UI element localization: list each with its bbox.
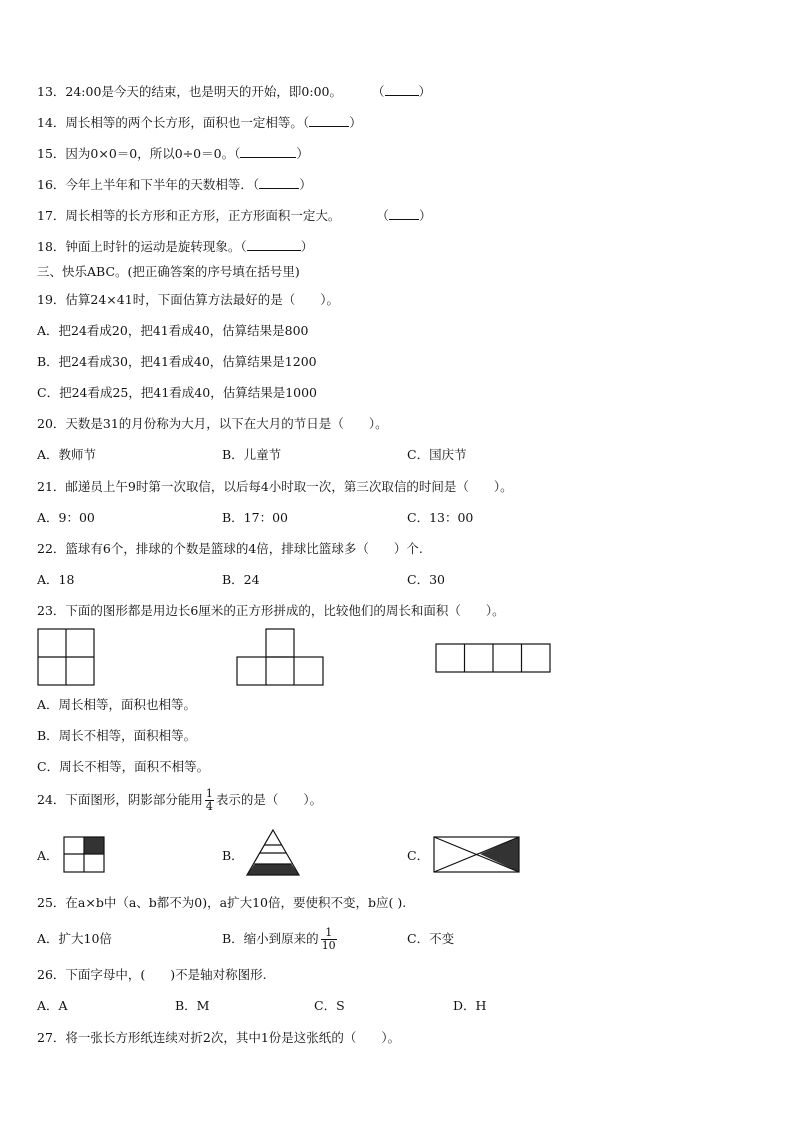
question-25-stem: 25．在a×b中（a、b都不为0)，a扩大10倍，要使积不变，b应( ).	[37, 895, 407, 910]
option-c[interactable]: C．S	[314, 998, 345, 1013]
option-b[interactable]: B．周长不相等，面积相等。	[37, 728, 197, 743]
question-17: 17．周长相等的长方形和正方形，正方形面积一定大。 （ ）	[37, 208, 432, 223]
answer-blank[interactable]	[259, 178, 299, 189]
option-c[interactable]: C．	[407, 848, 430, 863]
question-22-stem: 22．篮球有6个，排球的个数是篮球的4倍，排球比篮球多（ ）个.	[37, 541, 423, 556]
figure-square-quarter-shaded	[63, 836, 107, 876]
option-b[interactable]: B．24	[222, 572, 260, 587]
question-23-stem: 23．下面的图形都是用边长6厘米的正方形拼成的，比较他们的周长和面积（ ）。	[37, 603, 505, 618]
question-21-stem: 21．邮递员上午9时第一次取信，以后每4小时取一次，第三次取信的时间是（ ）。	[37, 479, 513, 494]
section-heading: 三、快乐ABC。(把正确答案的序号填在括号里)	[37, 264, 300, 279]
answer-blank[interactable]	[389, 209, 419, 220]
option-c[interactable]: C．周长不相等，面积不相等。	[37, 759, 210, 774]
q14-text: 14．周长相等的两个长方形，面积也一定相等。	[37, 115, 303, 130]
option-c[interactable]: C．13：00	[407, 510, 474, 525]
option-a[interactable]: A．18	[37, 572, 75, 587]
question-16: 16．今年上半年和下半年的天数相等．（ ）	[37, 177, 312, 192]
option-b[interactable]: B．把24看成30，把41看成40，估算结果是1200	[37, 354, 317, 369]
question-18: 18．钟面上时针的运动是旋转现象。（ ）	[37, 239, 314, 254]
question-14: 14．周长相等的两个长方形，面积也一定相等。（ ）	[37, 115, 362, 130]
figure-t-shape-squares	[236, 628, 326, 688]
fraction: $\frac{1}{4}$	[205, 787, 213, 813]
question-27-stem: 27．将一张长方形纸连续对折2次，其中1份是这张纸的（ ）。	[37, 1030, 401, 1045]
q16-text: 16．今年上半年和下半年的天数相等．	[37, 177, 253, 192]
option-a[interactable]: A．周长相等，面积也相等。	[37, 697, 197, 712]
q18-text: 18．钟面上时针的运动是旋转现象。	[37, 239, 241, 254]
figure-triangle-base-shaded	[246, 829, 302, 877]
question-20-stem: 20．天数是31的月份称为大月，以下在大月的节日是（ ）。	[37, 416, 388, 431]
answer-blank[interactable]	[240, 147, 296, 158]
option-b[interactable]: B．儿童节	[222, 447, 282, 462]
q17-text: 17．周长相等的长方形和正方形，正方形面积一定大。	[37, 208, 341, 223]
question-19-stem: 19．估算24×41时，下面估算方法最好的是（ ）。	[37, 292, 339, 307]
option-a[interactable]: A．教师节	[37, 447, 97, 462]
option-c[interactable]: C．国庆节	[407, 447, 467, 462]
option-d[interactable]: D．H	[453, 998, 487, 1013]
option-c[interactable]: C．不变	[407, 931, 455, 946]
answer-blank[interactable]	[247, 240, 301, 251]
option-b[interactable]: B．	[222, 848, 244, 863]
q15-text: 15．因为0×0＝0，所以0÷0＝0。	[37, 146, 235, 161]
option-c[interactable]: C．30	[407, 572, 445, 587]
answer-blank[interactable]	[385, 85, 419, 96]
option-c[interactable]: C．把24看成25，把41看成40，估算结果是1000	[37, 385, 317, 400]
question-13: 13．24:00是今天的结束，也是明天的开始，即0:00。 （ ）	[37, 84, 432, 99]
option-a[interactable]: A．A	[37, 998, 68, 1013]
question-15: 15．因为0×0＝0，所以0÷0＝0。（ ）	[37, 146, 309, 161]
option-a[interactable]: A．	[37, 848, 59, 863]
fraction: $\frac{1}{10}$	[321, 926, 336, 952]
option-a[interactable]: A．9：00	[37, 510, 95, 525]
figure-1x4-squares	[435, 643, 553, 675]
option-a[interactable]: A．把24看成20，把41看成40，估算结果是800	[37, 323, 309, 338]
question-26-stem: 26．下面字母中，( )不是轴对称图形.	[37, 967, 267, 982]
option-b[interactable]: B．M	[175, 998, 210, 1013]
option-b[interactable]: B．17：00	[222, 510, 288, 525]
figure-rectangle-triangle-shaded	[433, 836, 521, 876]
option-b[interactable]: B．缩小到原来的 $\frac{1}{10}$	[222, 926, 336, 952]
question-24-stem: 24．下面图形，阴影部分能用 $\frac{1}{4}$ 表示的是（ ）。	[37, 787, 323, 813]
option-a[interactable]: A．扩大10倍	[37, 931, 112, 946]
answer-blank[interactable]	[309, 116, 349, 127]
figure-2x2-squares	[37, 628, 97, 688]
q13-text: 13．24:00是今天的结束，也是明天的开始，即0:00。	[37, 84, 342, 99]
